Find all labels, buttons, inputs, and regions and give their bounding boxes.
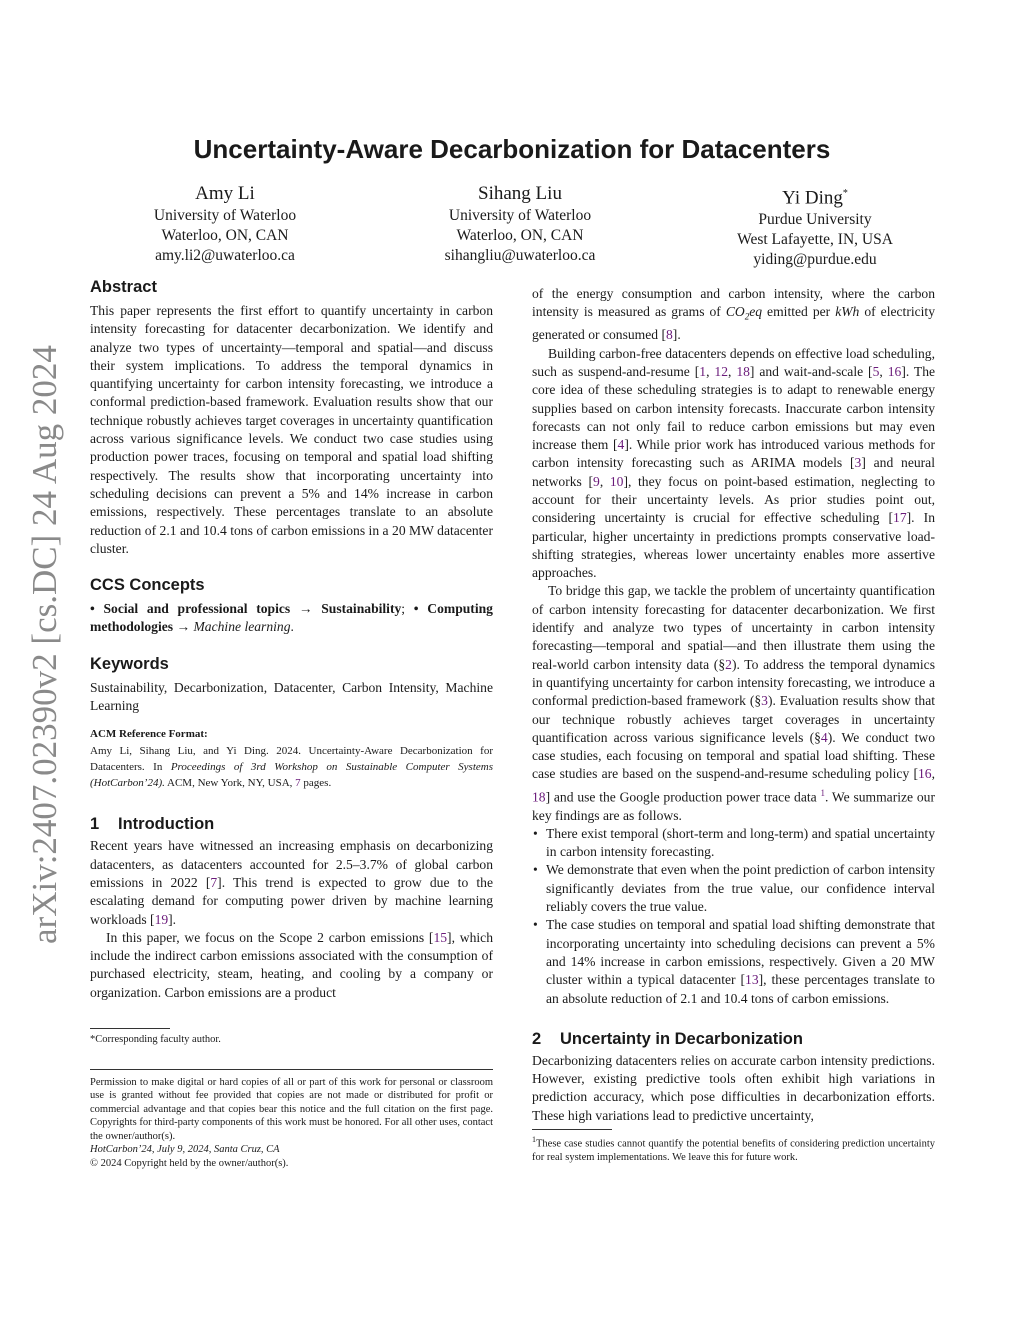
text-run: . We summarize our key findings are as follows. [532, 789, 935, 823]
ccs-end: . [290, 619, 294, 635]
citation-link[interactable]: 16 [918, 766, 932, 782]
right-paragraph-1 [532, 345, 935, 583]
footnote-1 [532, 1133, 935, 1165]
footnote-mark: 1 [532, 1135, 536, 1145]
text-run: ] and use the Google production power trace data [545, 789, 821, 805]
text-run: ). Evaluation results show that our technique robustly achieves target coverages in uncertainty quantification across various significance levels (§ [532, 693, 935, 745]
text-run: , [727, 363, 737, 379]
author-2 [385, 182, 655, 270]
citation-link[interactable]: 9 [593, 473, 600, 489]
text-run: , [706, 363, 715, 379]
ccs-sub-2: Machine learning [193, 619, 291, 635]
text-run: In this paper, we focus on the Scope 2 carbon emissions [ [106, 929, 434, 945]
text-run: ]. [672, 327, 681, 343]
intro-paragraph-2 [90, 929, 493, 1002]
footnote-rule [532, 1129, 612, 1130]
acm-ref-pages-link[interactable]: 7 [295, 777, 301, 790]
text-run: ] and wait-and-scale [ [749, 363, 873, 379]
footnote-ref-link[interactable]: 1 [820, 787, 825, 798]
abstract-text: This paper represents the first effort to quantify uncertainty in carbon intensity forecasting for datacenter decarbonization. We identify and analyze two types of uncertainty—temporal and spatial—and discuss their system implications. To address the temporal dynamics in quantifying uncertainty for carbon intensity forecasting, we introduce a conformal prediction-based framework. Evaluation results show that our technique robustly achieves target coverages in uncertainty quantification across various significance levels. We conduct two case studies using production power traces, focusing on temporal and spatial load shifting respectively. The results show that incorporating uncertainty into scheduling decisions can prevent a 5% and 14% increase in carbon emissions, respectively. These percentages translate to an absolute reduction of 2.1 and 10.4 tons of carbon emissions in a 20 MW datacenter cluster. [90, 303, 493, 556]
author-block [90, 182, 950, 270]
ccs-bullet: • [90, 601, 95, 617]
text-run: emitted per [762, 304, 836, 320]
section2-heading [532, 1028, 935, 1050]
arrow-icon: → [176, 619, 191, 635]
citation-link[interactable]: 10 [609, 473, 624, 489]
finding-item [532, 916, 935, 1007]
author-name [680, 182, 950, 210]
author-email[interactable]: sihangliu@uwaterloo.ca [444, 247, 596, 264]
corresponding-mark: * [842, 188, 848, 199]
abstract-heading: Abstract [90, 278, 157, 296]
citation-link[interactable]: 4 [617, 437, 625, 453]
citation-link[interactable]: 16 [887, 363, 902, 379]
citation-link[interactable]: 4 [820, 729, 828, 745]
ccs-sub-1: Sustainability [321, 601, 402, 617]
section2-text: Decarbonizing datacenters relies on accurate carbon intensity predictions. However, existing predictive tools often exhibit high variations in prediction accuracy, which pose difficulties in decarbonization efforts. These high variations lead to predictive uncertainty, [532, 1052, 935, 1123]
citation-link[interactable]: 19 [154, 911, 169, 927]
author-email[interactable]: amy.li2@uwaterloo.ca [155, 247, 295, 264]
section-number: 2 [532, 1029, 542, 1048]
right-column [532, 285, 935, 1165]
citation-link[interactable]: 1 [699, 363, 707, 379]
math-run: CO [725, 304, 745, 320]
text-run: , [879, 363, 888, 379]
footnote-rule [90, 1028, 170, 1029]
acm-ref-pages-word: pages. [300, 777, 332, 790]
citation-link[interactable]: 3 [854, 455, 862, 471]
text-run: ). We conduct two case studies, each focusing on temporal and spatial load shifting. These case studies are based on the suspend-and-resume scheduling policy [ [532, 729, 936, 782]
section-title: Introduction [118, 815, 215, 834]
text-run: ], they focus on point-based estimation, neglecting to account for their uncertainty levels. As prior studies point out, considering uncertainty is crucial for effective scheduling [ [532, 473, 935, 526]
author-affiliation: University of Waterloo [448, 207, 592, 224]
keywords-heading: Keywords [90, 654, 169, 673]
intro-heading [90, 813, 493, 835]
right-paragraph-0 [532, 285, 935, 345]
citation-link[interactable]: 13 [745, 972, 759, 988]
footnote-text: These case studies cannot quantify the potential benefits of considering prediction uncertainty for real system implementations. We leave this for future work. [532, 1138, 935, 1164]
citation-link[interactable]: 18 [532, 789, 546, 805]
paper-title: Uncertainty-Aware Decarbonization for Datacenters [193, 134, 831, 164]
acm-ref-text [90, 743, 493, 791]
author-name: Sihang Liu [478, 183, 562, 204]
left-column [90, 276, 493, 1170]
author-affiliation: Purdue University [758, 211, 872, 229]
findings-list [532, 825, 935, 1008]
citation-link[interactable]: 2 [725, 656, 732, 672]
section-number: 1 [90, 815, 100, 834]
text-run: ]. While prior work has introduced various methods for carbon intensity forecasting such as ARIMA models [ [532, 437, 935, 471]
citation-link[interactable]: 12 [714, 363, 728, 379]
citation-link[interactable]: 3 [761, 693, 768, 709]
permission-rule [90, 1069, 493, 1070]
text-run: of the energy consumption and carbon intensity, where the carbon intensity is measured as grams of [532, 286, 935, 320]
copyright-line: © 2024 Copyright held by the owner/author(s). [90, 1157, 289, 1169]
citation-link[interactable]: 8 [666, 327, 673, 343]
math-sub: 2 [744, 312, 750, 323]
author-3 [680, 182, 950, 270]
venue-line: HotCarbon’24, July 9, 2024, Santa Cruz, CA [90, 1144, 280, 1156]
permission-text: Permission to make digital or hard copies of all or part of this work for personal or classroom use is granted without fee provided that copies are not made or distributed for profit or commercial advantage and that copies bear this notice and the full citation on the first page. Copyrights for third-party components of this work must be honored. For all other uses, contact the owner/author(s). [90, 1076, 493, 1142]
arxiv-stamp: arXiv:2407.02390v2 [cs.DC] 24 Aug 2024 [25, 345, 64, 945]
author-1 [90, 182, 360, 270]
text-run: ]. This trend is expected to grow due to the escalating demand for computing power driven by machine learning workloads [ [90, 874, 493, 927]
text-run: The case studies on temporal and spatial load shifting demonstrate that incorporating uncertainty into scheduling decisions can prevent a 5% and 14% increase in carbon emissions, respectively. Given a 20 MW cluster within a typical datacenter [ [546, 917, 935, 988]
math-kwh: kWh [835, 304, 860, 320]
text-run: , [599, 473, 610, 489]
text-run: ]. [168, 911, 177, 927]
text-run: ], these percentages translate to an absolute reduction of 2.1 and 10.4 tons of carbon emissions. [546, 972, 935, 1006]
author-affiliation: University of Waterloo [153, 207, 297, 224]
text-run: To bridge this gap, we tackle the problem of uncertainty quantification of carbon intensity forecasting for datacenter decarbonization. We first identify and analyze two types of uncertainty in carbon intensity forecasting—temporal and spatial—and then illustrate them using the real-world carbon intensity data (§ [532, 583, 935, 672]
finding-item: • We demonstrate that even when the point prediction of carbon intensity significantly deviates from the true value, our confidence interval reliably covers the true value. [532, 861, 935, 916]
text-run: ], which include the indirect carbon emissions associated with the consumption of purchased electricity, steam, heating, and cooling by a company or organization. Carbon emissions are a product [90, 929, 493, 1000]
text-run: Building carbon-free datacenters depends on effective load scheduling, such as suspend-and-resume [ [532, 345, 935, 379]
acm-ref-authors: Amy Li, Sihang Liu, and Yi Ding. 2024. Uncertainty-Aware Decarbonization for Datacenters. In [90, 745, 493, 774]
citation-link[interactable]: 7 [210, 874, 218, 890]
ccs-text [90, 600, 493, 637]
author-location: Waterloo, ON, CAN [161, 227, 289, 244]
ccs-heading: CCS Concepts [90, 576, 205, 595]
author-name-text: Yi Ding [782, 187, 843, 209]
math-co2 [725, 304, 763, 323]
citation-link[interactable]: 18 [736, 363, 750, 379]
section-title: Uncertainty in Decarbonization [560, 1029, 803, 1048]
intro-paragraph-1 [90, 837, 493, 928]
text-run: , [931, 766, 935, 782]
math-run: eq [749, 304, 763, 320]
citation-link[interactable]: 15 [433, 929, 448, 945]
keywords-text: Sustainability, Decarbonization, Datacenter, Carbon Intensity, Machine Learning [90, 679, 493, 714]
ccs-sep: ; [401, 601, 406, 617]
ccs-bullet: • [413, 601, 419, 617]
ccs-topic-1: Social and professional topics [103, 601, 291, 617]
text-run: Recent years have witnessed an increasing emphasis on decarbonizing datacenters, as datacenters accounted for 2.5–3.7% of global carbon emissions in 2022 [ [90, 838, 493, 890]
ccs-topic-2: Computing methodologies [90, 601, 493, 635]
citation-link[interactable]: 17 [893, 510, 907, 526]
text-run: ]. The core idea of these scheduling strategies is to adapt to renewable energy supplies based on carbon intensity forecasts. Inaccurate carbon intensity forecasts can not only fail to reduce carbon emissions but may even increase them [ [532, 363, 936, 453]
author-location: Waterloo, ON, CAN [456, 227, 584, 244]
citation-link[interactable]: 5 [872, 363, 880, 379]
text-run: ). To address the temporal dynamics in quantifying uncertainty for carbon intensity forecasting, we introduce a conformal prediction-based framework (§ [532, 656, 935, 709]
footnote-corresponding: *Corresponding faculty author. [90, 1034, 221, 1046]
author-location: West Lafayette, IN, USA [737, 231, 893, 249]
author-email[interactable]: yiding@purdue.edu [753, 251, 877, 269]
acm-ref-heading: ACM Reference Format: [90, 728, 208, 741]
finding-item: • There exist temporal (short-term and long-term) and spatial uncertainty in carbon intensity forecasting. [532, 825, 935, 862]
arrow-icon: → [298, 601, 313, 617]
text-run: ]. In particular, higher uncertainty in predictions prompts conservative load-shifting strategies, whereas lower uncertainty enables more assertive approaches. [532, 510, 935, 581]
right-paragraph-2 [532, 582, 935, 824]
text-run: of electricity generated or consumed [ [532, 304, 936, 343]
acm-ref-publisher: ACM, New York, NY, USA, [164, 777, 296, 790]
author-name: Amy Li [195, 183, 255, 204]
acm-ref-venue: Proceedings of 3rd Workshop on Sustainable Computer Systems (HotCarbon’24). [90, 761, 493, 790]
text-run: ] and neural networks [ [532, 455, 935, 489]
